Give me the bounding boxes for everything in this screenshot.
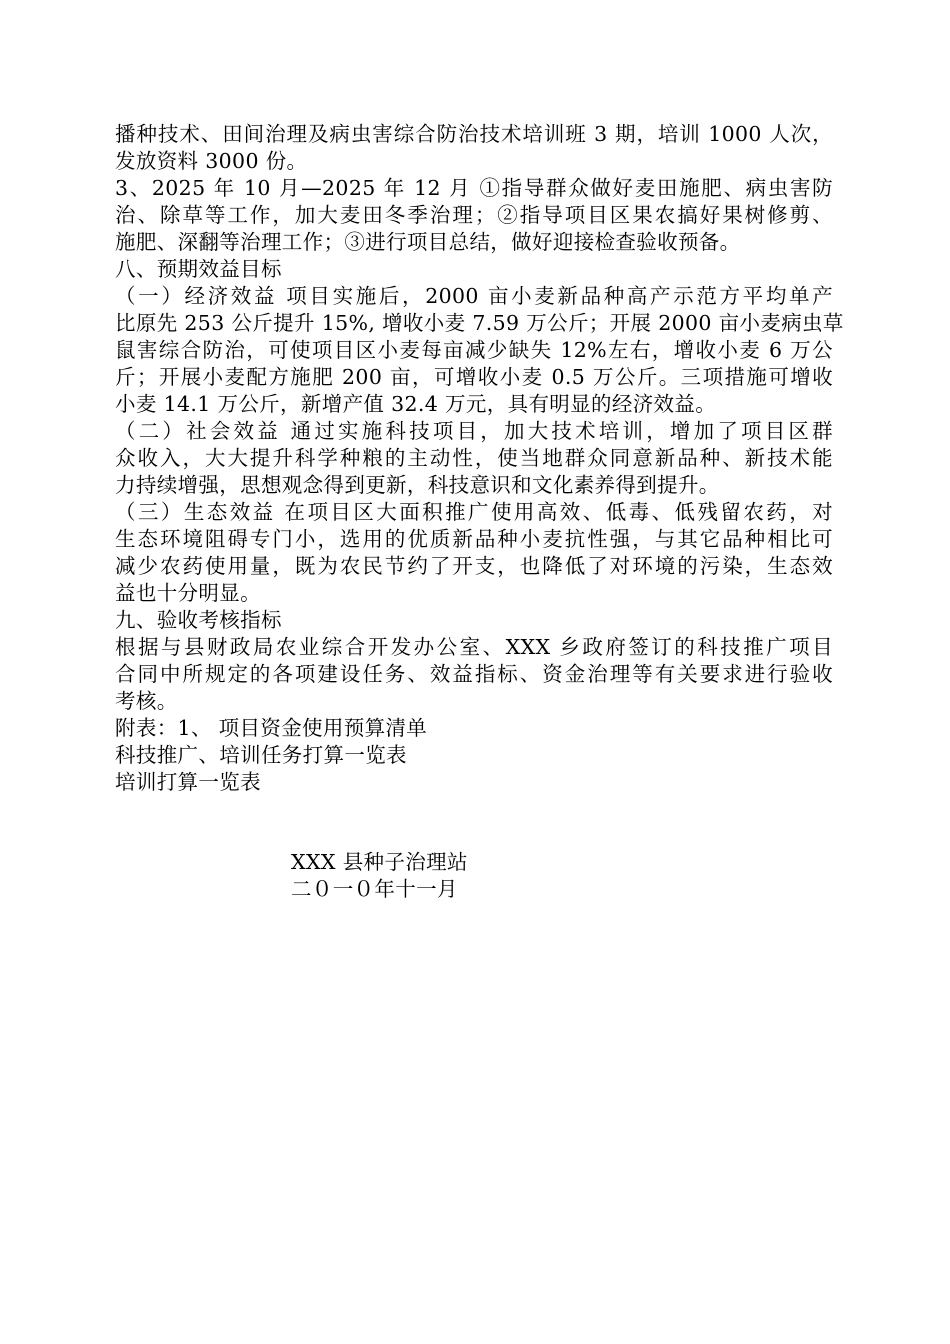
body-line: 治、除草等工作，加大麦田冬季治理；②指导项目区果农搞好果树修剪、 [115, 203, 833, 227]
body-line: 根据与县财政局农业综合开发办公室、XXX 乡政府签订的科技推广项目 [115, 635, 833, 659]
body-line: 力持续增强，思想观念得到更新，科技意识和文化素养得到提升。 [115, 473, 720, 497]
body-line: 施肥、深翻等治理工作；③进行项目总结，做好迎接检查验收预备。 [115, 230, 741, 254]
body-line: （二）社会效益 通过实施科技项目，加大技术培训，增加了项目区群 [115, 419, 833, 443]
signature-date: 二０一０年十一月 [291, 877, 458, 901]
body-line: 斤；开展小麦配方施肥 200 亩，可增收小麦 0.5 万公斤。三项措施可增收 [115, 365, 833, 389]
section-heading: 九、验收考核指标 [115, 608, 282, 632]
body-line: 减少农药使用量，既为农民节约了开支，也降低了对环境的污染，生态效 [115, 554, 833, 578]
signature-organization: XXX 县种子治理站 [291, 850, 468, 874]
body-line: 播种技术、田间治理及病虫害综合防治技术培训班 3 期，培训 1000 人次， [115, 122, 833, 146]
body-line: 考核。 [115, 689, 178, 713]
body-line: 众收入，大大提升科学种粮的主动性，使当地群众同意新品种、新技术能 [115, 446, 833, 470]
body-line: （一）经济效益 项目实施后，2000 亩小麦新品种高产示范方平均单产 [115, 284, 833, 308]
body-line: 3、2025 年 10 月—2025 年 12 月 ①指导群众做好麦田施肥、病虫害防 [115, 176, 833, 200]
attachment-line: 培训打算一览表 [115, 770, 261, 794]
body-line: 比原先 253 公斤提升 15%, 增收小麦 7.59 万公斤；开展 2000 亩小麦病虫草 [115, 311, 844, 335]
body-line: 鼠害综合防治，可使项目区小麦每亩减少缺失 12%左右，增收小麦 6 万公 [115, 338, 833, 362]
body-line: 合同中所规定的各项建设任务、效益指标、资金治理等有关要求进行验收 [115, 662, 833, 686]
attachment-line: 科技推广、培训任务打算一览表 [115, 743, 407, 767]
attachment-line: 附表：1、 项目资金使用预算清单 [115, 716, 428, 740]
body-line: 小麦 14.1 万公斤，新增产值 32.4 万元，具有明显的经济效益。 [115, 392, 717, 416]
body-line: 益也十分明显。 [115, 581, 261, 605]
body-line: （三）生态效益 在项目区大面积推广使用高效、低毒、低残留农药，对 [115, 500, 833, 524]
body-line: 生态环境阻碍专门小，选用的优质新品种小麦抗性强，与其它品种相比可 [115, 527, 833, 551]
section-heading: 八、预期效益目标 [115, 257, 282, 281]
body-line: 发放资料 3000 份。 [115, 149, 308, 173]
